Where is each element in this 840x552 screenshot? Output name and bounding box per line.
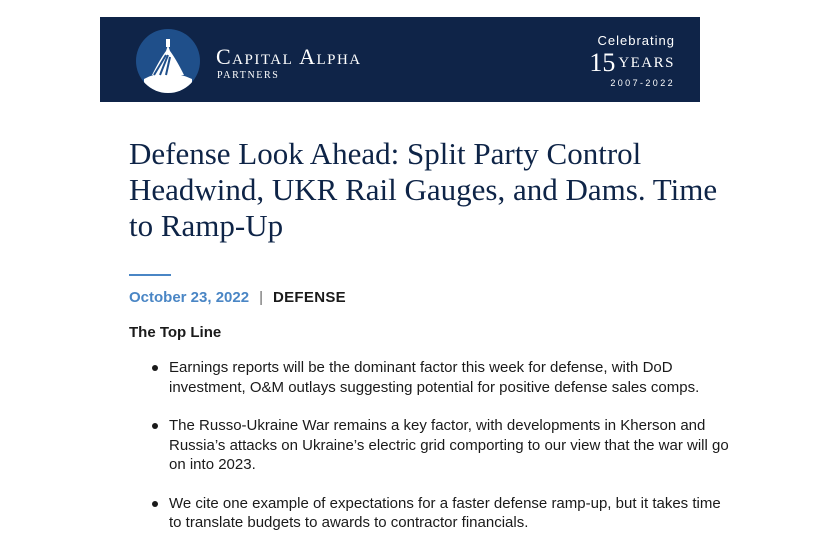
year-range: 2007-2022: [610, 78, 675, 88]
bullet-icon: [152, 365, 158, 371]
brand-name: Capital Alpha: [216, 44, 362, 69]
bullet-list: [150, 358, 730, 552]
meta-separator: |: [259, 289, 263, 306]
title-divider: [129, 274, 171, 276]
bullet-text: The Russo-Ukraine War remains a key factor, with developments in Kherson and Russia’s attacks on Ukraine’s electric grid comporting to our view that the war will go on into 2023.: [169, 417, 729, 473]
list-item: [150, 358, 730, 397]
years-word: YEARS: [618, 54, 675, 71]
capitol-dome-logo-icon: [136, 29, 200, 93]
years-number: 15: [589, 48, 616, 77]
brand-subtitle: PARTNERS: [217, 70, 280, 81]
anniversary-years: [589, 48, 675, 78]
article-title: Defense Look Ahead: Split Party Control Headwind, UKR Rail Gauges, and Dams. Time to Ramp-Up: [129, 136, 718, 243]
bullet-icon: [152, 423, 158, 429]
bullet-text: We cite one example of expectations for a faster defense ramp-up, but it takes time to translate budgets to awards to contractor financials.: [169, 494, 721, 531]
bullet-icon: [152, 501, 158, 507]
section-heading: The Top Line: [129, 324, 222, 341]
list-item: [150, 416, 730, 475]
header-banner: [100, 17, 700, 102]
article-category[interactable]: DEFENSE: [272, 289, 346, 306]
celebrating-label: Celebrating: [597, 33, 675, 48]
bullet-text: Earnings reports will be the dominant factor this week for defense, with DoD investment, O&M outlays suggesting potential for positive defense sales comps.: [169, 359, 700, 396]
list-item: [150, 494, 730, 533]
article-meta: [129, 289, 346, 306]
article-date: October 23, 2022: [129, 289, 250, 306]
